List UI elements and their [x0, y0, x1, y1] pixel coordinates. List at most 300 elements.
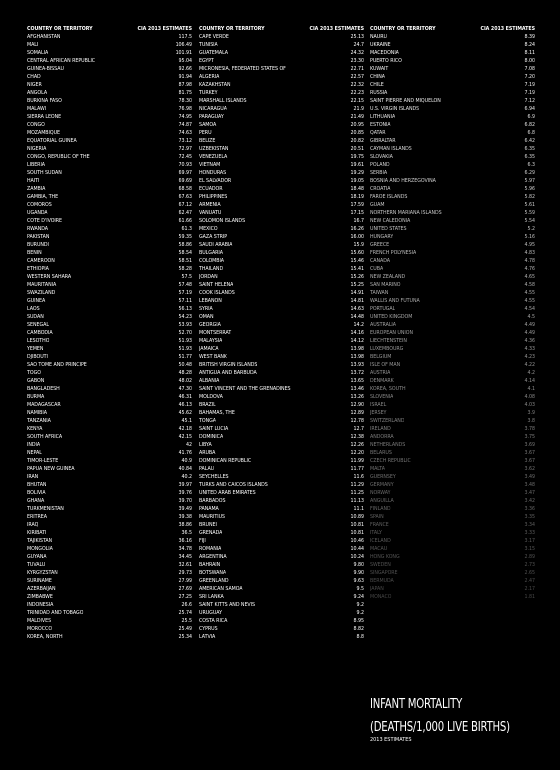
country-name: ARGENTINA	[199, 554, 227, 560]
table-row	[27, 521, 192, 529]
country-name: TIMOR-LESTE	[27, 458, 59, 464]
table-row	[199, 521, 364, 529]
mortality-value: 12.78	[350, 418, 364, 424]
mortality-value: 8.24	[524, 42, 535, 48]
mortality-value: 26.6	[181, 602, 192, 608]
country-name: MONACO	[370, 594, 392, 600]
table-row	[27, 129, 192, 137]
country-name: GUATEMALA	[199, 50, 229, 56]
table-row	[199, 369, 364, 377]
mortality-value: 7.20	[524, 74, 535, 80]
country-name: KUWAIT	[370, 66, 389, 72]
mortality-value: 5.54	[524, 218, 535, 224]
country-name: IRAQ	[27, 522, 39, 528]
subtitle: 2013 ESTIMATES	[370, 737, 412, 743]
mortality-value: 3.8	[527, 418, 535, 424]
country-name: RUSSIA	[370, 90, 388, 96]
mortality-value: 6.35	[524, 146, 535, 152]
country-name: BERMUDA	[370, 578, 394, 584]
country-name: GUINEA-BISSAU	[27, 66, 64, 72]
mortality-value: 4.78	[524, 258, 535, 264]
country-name: CROATIA	[370, 186, 391, 192]
table-row	[370, 521, 535, 529]
mortality-value: 40.9	[181, 458, 192, 464]
mortality-value: 7.08	[524, 66, 535, 72]
table-row	[199, 225, 364, 233]
mortality-value: 10.89	[350, 514, 364, 520]
country-name: GUAM	[370, 202, 385, 208]
country-name: BOTSWANA	[199, 570, 227, 576]
country-name: TOGO	[27, 370, 41, 376]
table-row	[27, 305, 192, 313]
table-row	[199, 417, 364, 425]
mortality-value: 4.03	[524, 402, 535, 408]
country-name: BAHAMAS, THE	[199, 410, 235, 416]
country-name: ESTONIA	[370, 122, 391, 128]
country-name: CYPRUS	[199, 626, 218, 632]
table-row	[27, 185, 192, 193]
mortality-value: 19.05	[350, 178, 364, 184]
table-row	[370, 321, 535, 329]
table-row	[199, 449, 364, 457]
country-name: KYRGYZSTAN	[27, 570, 58, 576]
country-name: BELIZE	[199, 138, 216, 144]
country-name: PUERTO RICO	[370, 58, 402, 64]
table-row	[27, 233, 192, 241]
mortality-value: 95.04	[178, 58, 192, 64]
country-name: CONGO, REPUBLIC OF THE	[27, 154, 90, 160]
country-name: COOK ISLANDS	[199, 290, 235, 296]
table-row	[199, 329, 364, 337]
country-name: ANGOLA	[27, 90, 48, 96]
table-row	[199, 57, 364, 65]
country-name: GABON	[27, 378, 45, 384]
country-name: GUINEA	[27, 298, 46, 304]
table-row	[370, 561, 535, 569]
mortality-value: 39.76	[178, 490, 192, 496]
mortality-value: 15.9	[353, 242, 364, 248]
table-row	[27, 41, 192, 49]
table-row	[27, 337, 192, 345]
table-row	[199, 121, 364, 129]
country-name: SAINT VINCENT AND THE GRENADINES	[199, 386, 291, 392]
mortality-value: 12.89	[350, 410, 364, 416]
country-name: OMAN	[199, 314, 214, 320]
country-name: MACAU	[370, 546, 388, 552]
table-row	[27, 401, 192, 409]
country-name: PERU	[199, 130, 212, 136]
country-name: CONGO	[27, 122, 45, 128]
mortality-value: 48.28	[178, 370, 192, 376]
table-row	[199, 305, 364, 313]
mortality-value: 4.22	[524, 362, 535, 368]
country-name: CANADA	[370, 258, 391, 264]
mortality-value: 4.36	[524, 338, 535, 344]
table-row	[27, 161, 192, 169]
table-row	[370, 449, 535, 457]
mortality-value: 27.99	[178, 578, 192, 584]
table-row	[199, 145, 364, 153]
table-row	[199, 625, 364, 633]
mortality-value: 4.83	[524, 250, 535, 256]
table-row	[199, 569, 364, 577]
country-name: IRELAND	[370, 426, 391, 432]
table-row	[370, 249, 535, 257]
country-name: CZECH REPUBLIC	[370, 458, 411, 464]
mortality-value: 29.73	[178, 570, 192, 576]
country-name: SAINT LUCIA	[199, 426, 229, 432]
mortality-value: 7.19	[524, 90, 535, 96]
mortality-value: 3.15	[524, 546, 535, 552]
table-row	[27, 353, 192, 361]
country-name: SOUTH AFRICA	[27, 434, 63, 440]
mortality-value: 59.35	[178, 234, 192, 240]
table-row	[370, 329, 535, 337]
table-row	[27, 561, 192, 569]
country-name: MEXICO	[199, 226, 218, 232]
mortality-value: 11.99	[350, 458, 364, 464]
table-row	[199, 529, 364, 537]
country-name: GREENLAND	[199, 578, 229, 584]
mortality-value: 78.30	[178, 98, 192, 104]
table-row	[199, 177, 364, 185]
country-name: LIBYA	[199, 442, 212, 448]
column-header	[199, 25, 364, 33]
table-row	[370, 105, 535, 113]
mortality-value: 7.12	[524, 98, 535, 104]
table-row	[199, 33, 364, 41]
table-row	[27, 553, 192, 561]
country-name: FIJI	[199, 538, 206, 544]
country-name: PAKISTAN	[27, 234, 50, 240]
country-name: SAO TOME AND PRINCIPE	[27, 362, 87, 368]
country-name: KOREA, NORTH	[27, 634, 63, 640]
mortality-value: 14.16	[350, 330, 364, 336]
table-row	[370, 577, 535, 585]
mortality-value: 47.30	[178, 386, 192, 392]
mortality-value: 106.49	[175, 42, 192, 48]
table-row	[199, 49, 364, 57]
country-name: NIGERIA	[27, 146, 47, 152]
table-row	[199, 73, 364, 81]
country-name: GHANA	[27, 498, 45, 504]
chart-title-block	[370, 696, 556, 743]
table-row	[27, 81, 192, 89]
country-name: MALDIVES	[27, 618, 52, 624]
mortality-value: 69.69	[178, 178, 192, 184]
table-row	[27, 257, 192, 265]
mortality-value: 15.60	[350, 250, 364, 256]
mortality-value: 6.82	[524, 122, 535, 128]
table-row	[199, 209, 364, 217]
table-row	[370, 305, 535, 313]
country-name: PHILIPPINES	[199, 194, 228, 200]
mortality-value: 42.15	[178, 434, 192, 440]
country-name: GIBRALTAR	[370, 138, 396, 144]
country-name: MALAYSIA	[199, 338, 223, 344]
table-row	[27, 89, 192, 97]
table-row	[370, 393, 535, 401]
country-name: UGANDA	[27, 210, 48, 216]
country-name: GUYANA	[27, 554, 47, 560]
country-name: TUVALU	[27, 562, 46, 568]
country-name: THAILAND	[199, 266, 224, 272]
main-title: INFANT MORTALITY	[370, 696, 463, 712]
country-name: BOSNIA AND HERZEGOVINA	[370, 178, 436, 184]
table-row	[199, 457, 364, 465]
table-row	[27, 113, 192, 121]
table-row	[370, 473, 535, 481]
table-row	[199, 105, 364, 113]
mortality-value: 57.11	[178, 298, 192, 304]
table-row	[199, 593, 364, 601]
mortality-value: 3.75	[524, 434, 535, 440]
table-row	[199, 441, 364, 449]
country-name: NETHERLANDS	[370, 442, 406, 448]
country-name: FAROE ISLANDS	[370, 194, 408, 200]
table-row	[199, 465, 364, 473]
table-row	[370, 569, 535, 577]
table-row	[199, 481, 364, 489]
country-name: CAPE VERDE	[199, 34, 229, 40]
mortality-value: 5.59	[524, 210, 535, 216]
country-name: SOLOMON ISLANDS	[199, 218, 246, 224]
mortality-value: 62.47	[178, 210, 192, 216]
country-name: KOREA, SOUTH	[370, 386, 406, 392]
column-3	[370, 25, 535, 601]
mortality-value: 21.49	[350, 114, 364, 120]
mortality-value: 40.2	[181, 474, 192, 480]
mortality-value: 6.42	[524, 138, 535, 144]
table-row	[27, 433, 192, 441]
country-name: DOMINICAN REPUBLIC	[199, 458, 252, 464]
table-row	[199, 233, 364, 241]
country-name: NAURU	[370, 34, 387, 40]
mortality-value: 22.57	[350, 74, 364, 80]
country-name: BULGARIA	[199, 250, 224, 256]
country-name: POLAND	[370, 162, 390, 168]
mortality-value: 3.49	[524, 474, 535, 480]
table-row	[370, 137, 535, 145]
country-name: GUERNSEY	[370, 474, 396, 480]
mortality-value: 4.95	[524, 242, 535, 248]
mortality-value: 4.5	[527, 314, 535, 320]
country-name: IRAN	[27, 474, 39, 480]
country-name: MALTA	[370, 466, 385, 472]
mortality-value: 13.46	[350, 386, 364, 392]
table-row	[370, 73, 535, 81]
mortality-value: 3.69	[524, 442, 535, 448]
table-row	[27, 209, 192, 217]
table-row	[370, 377, 535, 385]
table-row	[370, 129, 535, 137]
mortality-value: 14.48	[350, 314, 364, 320]
table-row	[27, 617, 192, 625]
table-row	[199, 97, 364, 105]
mortality-value: 39.97	[178, 482, 192, 488]
country-name: QATAR	[370, 130, 386, 136]
table-row	[27, 73, 192, 81]
mortality-value: 18.48	[350, 186, 364, 192]
table-row	[27, 329, 192, 337]
mortality-value: 12.20	[350, 450, 364, 456]
country-name: COMOROS	[27, 202, 52, 208]
table-row	[199, 513, 364, 521]
country-name: BELGIUM	[370, 354, 392, 360]
mortality-value: 6.29	[524, 170, 535, 176]
table-row	[370, 177, 535, 185]
table-row	[27, 105, 192, 113]
mortality-value: 14.81	[350, 298, 364, 304]
table-row	[370, 217, 535, 225]
mortality-value: 15.41	[350, 266, 364, 272]
mortality-value: 46.31	[178, 394, 192, 400]
mortality-value: 91.94	[178, 74, 192, 80]
country-name: KIRIBATI	[27, 530, 47, 536]
country-name: LITHUANIA	[370, 114, 396, 120]
mortality-value: 3.34	[524, 522, 535, 528]
table-row	[370, 33, 535, 41]
mortality-value: 19.61	[350, 162, 364, 168]
mortality-value: 7.19	[524, 82, 535, 88]
country-name: NIGER	[27, 82, 42, 88]
mortality-value: 15.26	[350, 274, 364, 280]
mortality-value: 36.5	[181, 530, 192, 536]
table-row	[370, 169, 535, 177]
country-name: AUSTRIA	[370, 370, 391, 376]
mortality-value: 4.55	[524, 290, 535, 296]
mortality-value: 5.2	[527, 226, 535, 232]
mortality-value: 67.12	[178, 202, 192, 208]
country-name: CAMBODIA	[27, 330, 53, 336]
country-name: ANTIGUA AND BARBUDA	[199, 370, 257, 376]
country-name: SAINT HELENA	[199, 282, 234, 288]
table-row	[27, 441, 192, 449]
mortality-value: 22.15	[350, 98, 364, 104]
table-row	[370, 345, 535, 353]
mortality-value: 10.44	[350, 546, 364, 552]
country-name: COSTA RICA	[199, 618, 228, 624]
table-row	[370, 65, 535, 73]
table-row	[370, 209, 535, 217]
mortality-value: 17.15	[350, 210, 364, 216]
table-row	[199, 489, 364, 497]
table-row	[27, 625, 192, 633]
table-row	[27, 393, 192, 401]
country-name: DJIBOUTI	[27, 354, 48, 360]
mortality-value: 3.62	[524, 466, 535, 472]
country-name: ISRAEL	[370, 402, 387, 408]
country-name: LUXEMBOURG	[370, 346, 404, 352]
country-name: SWAZILAND	[27, 290, 56, 296]
mortality-value: 11.1	[353, 506, 364, 512]
country-name: AUSTRALIA	[370, 322, 397, 328]
country-name: JORDAN	[199, 274, 218, 280]
country-name: TURKMENISTAN	[27, 506, 64, 512]
country-name: NAMIBIA	[27, 410, 47, 416]
country-name: SAINT KITTS AND NEVIS	[199, 602, 255, 608]
country-name: TURKEY	[199, 90, 218, 96]
table-row	[27, 361, 192, 369]
table-row	[27, 609, 192, 617]
country-name: SAINT PIERRE AND MIQUELON	[370, 98, 441, 104]
country-name: CHAD	[27, 74, 41, 80]
mortality-value: 68.58	[178, 186, 192, 192]
country-name: ICELAND	[370, 538, 391, 544]
mortality-value: 9.24	[353, 594, 364, 600]
country-name: HUNGARY	[370, 234, 394, 240]
table-row	[199, 345, 364, 353]
table-row	[27, 545, 192, 553]
country-name: BRITISH VIRGIN ISLANDS	[199, 362, 258, 368]
mortality-value: 5.82	[524, 194, 535, 200]
mortality-value: 14.91	[350, 290, 364, 296]
table-row	[199, 401, 364, 409]
table-row	[370, 489, 535, 497]
country-name: GAMBIA, THE	[27, 194, 59, 200]
mortality-value: 27.25	[178, 594, 192, 600]
country-name: GAZA STRIP	[199, 234, 228, 240]
table-row	[199, 497, 364, 505]
mortality-value: 72.45	[178, 154, 192, 160]
mortality-value: 45.1	[181, 418, 192, 424]
mortality-value: 8.82	[353, 626, 364, 632]
country-name: EL SALVADOR	[199, 178, 232, 184]
mortality-value: 12.26	[350, 442, 364, 448]
mortality-value: 57.48	[178, 282, 192, 288]
table-row	[199, 65, 364, 73]
country-name: URUGUAY	[199, 610, 222, 616]
table-row	[27, 193, 192, 201]
table-row	[370, 257, 535, 265]
table-row	[370, 425, 535, 433]
table-row	[27, 33, 192, 41]
table-row	[27, 569, 192, 577]
table-row	[27, 465, 192, 473]
table-row	[27, 633, 192, 641]
mortality-value: 3.35	[524, 514, 535, 520]
table-row	[27, 217, 192, 225]
mortality-value: 13.93	[350, 362, 364, 368]
country-name: ALGERIA	[199, 74, 220, 80]
table-row	[199, 561, 364, 569]
mortality-value: 13.98	[350, 354, 364, 360]
table-row	[199, 289, 364, 297]
country-name: NORWAY	[370, 490, 391, 496]
country-name: VENEZUELA	[199, 154, 228, 160]
table-row	[370, 337, 535, 345]
table-row	[199, 409, 364, 417]
table-row	[27, 369, 192, 377]
mortality-value: 76.98	[178, 106, 192, 112]
country-name: ARMENIA	[199, 202, 221, 208]
table-row	[27, 505, 192, 513]
country-name: HONG KONG	[370, 554, 400, 560]
mortality-value: 42	[186, 442, 192, 448]
mortality-value: 61.66	[178, 218, 192, 224]
country-name: ALBANIA	[199, 378, 220, 384]
mortality-value: 12.7	[353, 426, 364, 432]
country-name: INDONESIA	[27, 602, 54, 608]
mortality-value: 10.81	[350, 522, 364, 528]
country-name: BOLIVIA	[27, 490, 46, 496]
table-row	[370, 441, 535, 449]
mortality-value: 14.2	[353, 322, 364, 328]
mortality-value: 3.48	[524, 482, 535, 488]
table-row	[27, 169, 192, 177]
table-row	[199, 185, 364, 193]
table-row	[199, 385, 364, 393]
